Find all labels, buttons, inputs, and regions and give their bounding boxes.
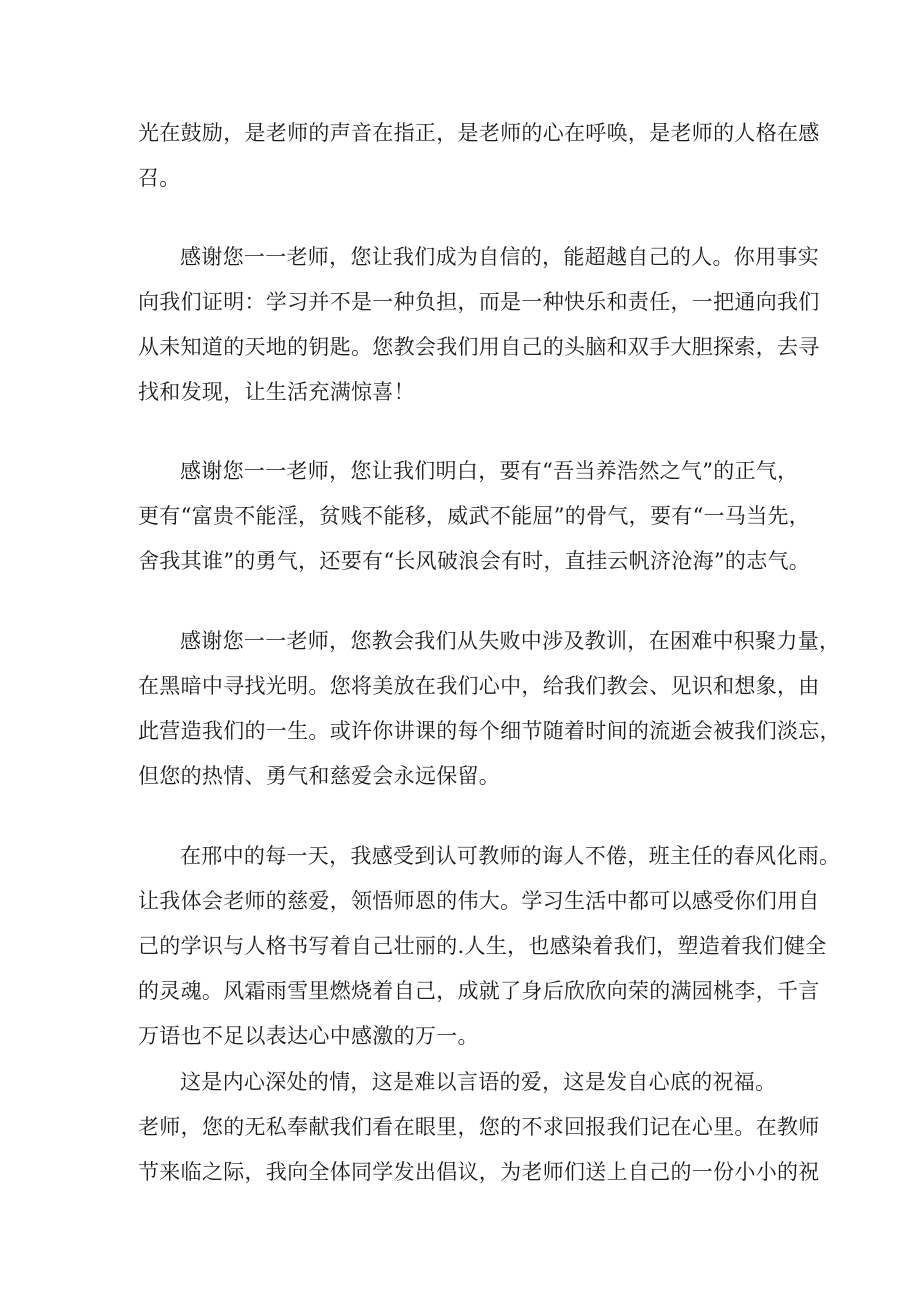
text-line-18: 万语也不足以表达心中感激的万一。 bbox=[138, 1024, 479, 1048]
text-line-5: 从未知道的天地的钥匙。您教会我们用自己的头脑和双手大胆探索，去寻 bbox=[138, 335, 820, 359]
text-line-15: 让我体会老师的慈爱，领悟师恩的伟大。学习生活中都可以感受你们用自 bbox=[138, 889, 820, 913]
text-line-21: 节来临之际，我向全体同学发出倡议，为老师们送上自己的一份小小的祝 bbox=[138, 1160, 820, 1184]
text-line-10: 感谢您一一老师，您教会我们从失败中涉及教训，在困难中积聚力量， bbox=[180, 629, 841, 653]
text-line-16: 己的学识与人格书写着自己壮丽的.人生，也感染着我们，塑造着我们健全 bbox=[138, 934, 827, 958]
text-line-3: 感谢您一一老师，您让我们成为自信的，能超越自己的人。你用事实 bbox=[180, 245, 819, 269]
text-line-9: 舍我其谁”的勇气，还要有“长风破浪会有时，直挂云帆济沧海”的志气。 bbox=[138, 549, 811, 573]
text-line-1: 光在鼓励，是老师的声音在指正，是老师的心在呼唤，是老师的人格在感 bbox=[138, 121, 820, 145]
text-line-14: 在邢中的每一天，我感受到认可教师的诲人不倦，班主任的春风化雨。 bbox=[180, 844, 841, 868]
text-line-7: 感谢您一一老师，您让我们明白，要有“吾当养浩然之气”的正气， bbox=[180, 459, 799, 483]
text-line-20: 老师，您的无私奉献我们看在眼里，您的不求回报我们记在心里。在教师 bbox=[138, 1115, 820, 1139]
text-line-12: 此营造我们的一生。或许你讲课的每个细节随着时间的流逝会被我们淡忘， bbox=[138, 719, 841, 743]
text-line-8: 更有“富贵不能淫，贫贱不能移，威武不能屈”的骨气，要有“一马当先， bbox=[138, 504, 811, 528]
text-line-4: 向我们证明：学习并不是一种负担，而是一种快乐和责任，一把通向我们 bbox=[138, 290, 820, 314]
text-line-13: 但您的热情、勇气和慈爱会永远保留。 bbox=[138, 764, 501, 788]
text-line-19: 这是内心深处的情，这是难以言语的爱，这是发自心底的祝福。 bbox=[180, 1070, 777, 1094]
text-line-11: 在黑暗中寻找光明。您将美放在我们心中，给我们教会、见识和想象，由 bbox=[138, 674, 820, 698]
text-line-6: 找和发现，让生活充满惊喜！ bbox=[138, 380, 415, 404]
text-line-17: 的灵魂。风霜雨雪里燃烧着自己，成就了身后欣欣向荣的满园桃李，千言 bbox=[138, 979, 820, 1003]
text-line-2: 召。 bbox=[138, 166, 181, 190]
